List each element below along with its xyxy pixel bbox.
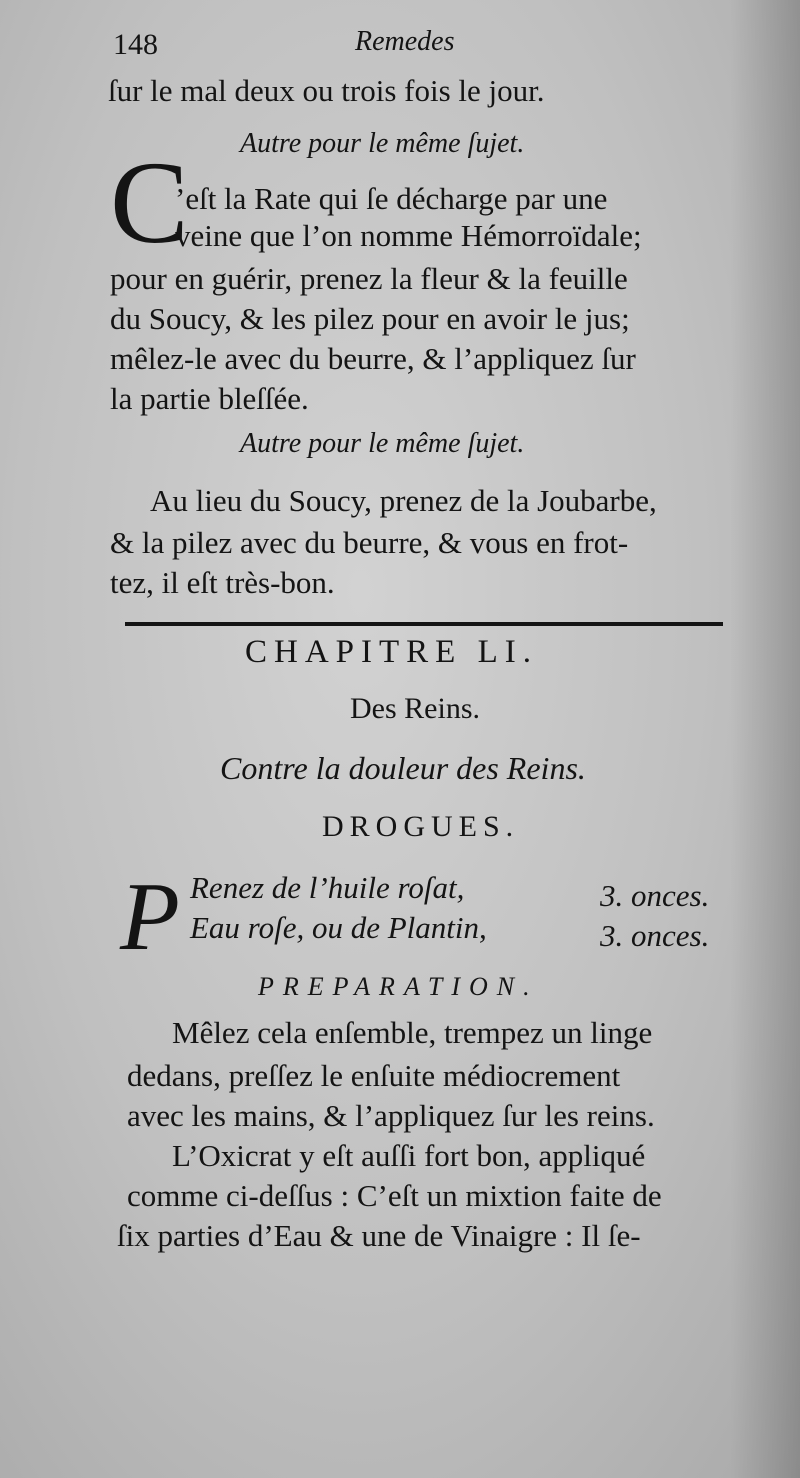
section-title: Autre pour le même ſujet. <box>240 128 525 159</box>
section-title: Autre pour le même ſujet. <box>240 428 525 459</box>
drogues-label: DROGUES. <box>322 810 520 843</box>
paragraph-line: Au lieu du Soucy, prenez de la Joubarbe, <box>150 483 657 518</box>
paragraph-line: Mêlez cela enſemble, trempez un linge <box>172 1015 653 1050</box>
paragraph-line: dedans, preſſez le enſuite médiocrement <box>127 1058 621 1093</box>
continuation-line: ſur le mal deux ou trois fois le jour. <box>108 73 545 108</box>
drop-cap: P <box>120 863 180 971</box>
paragraph-line: mêlez-le avec du beurre, & l’appliquez ſur <box>110 341 636 376</box>
running-head: Remedes <box>355 26 455 57</box>
chapter-divider <box>125 622 723 626</box>
remedy-title: Contre la douleur des Reins. <box>220 750 586 786</box>
paragraph-line: avec les mains, & l’appliquez ſur les reins. <box>127 1098 655 1133</box>
chapter-subject: Des Reins. <box>350 692 480 725</box>
paragraph-line: du Soucy, & les pilez pour en avoir le jus; <box>110 301 630 336</box>
chapter-heading: CHAPITRE LI. <box>245 634 538 670</box>
paragraph-line: ſix parties d’Eau & une de Vinaigre : Il ſe- <box>117 1218 641 1253</box>
paragraph-line: veine que l’on nomme Hémorroïdale; <box>175 218 642 253</box>
ingredient-name: Eau roſe, ou de Plantin, <box>190 910 487 945</box>
page-edge-shadow <box>730 0 800 1478</box>
paragraph-line: pour en guérir, prenez la fleur & la feuille <box>110 261 628 296</box>
ingredient-quantity: 3. onces. <box>600 878 710 913</box>
paragraph-line: ’eſt la Rate qui ſe décharge par une <box>175 181 608 216</box>
ingredient-name: Renez de l’huile roſat, <box>190 870 465 905</box>
page-number: 148 <box>113 28 158 61</box>
paragraph-line: comme ci-deſſus : C’eſt un mixtion faite de <box>127 1178 662 1213</box>
drop-cap: C <box>110 137 189 268</box>
paragraph-line: L’Oxicrat y eſt auſſi fort bon, appliqué <box>172 1138 646 1173</box>
paragraph-line: & la pilez avec du beurre, & vous en frot- <box>110 525 629 560</box>
paragraph-line: tez, il eſt très-bon. <box>110 565 335 600</box>
preparation-label: PREPARATION. <box>258 972 539 1001</box>
paragraph-line: la partie bleſſée. <box>110 381 309 416</box>
ingredient-quantity: 3. onces. <box>600 918 710 953</box>
